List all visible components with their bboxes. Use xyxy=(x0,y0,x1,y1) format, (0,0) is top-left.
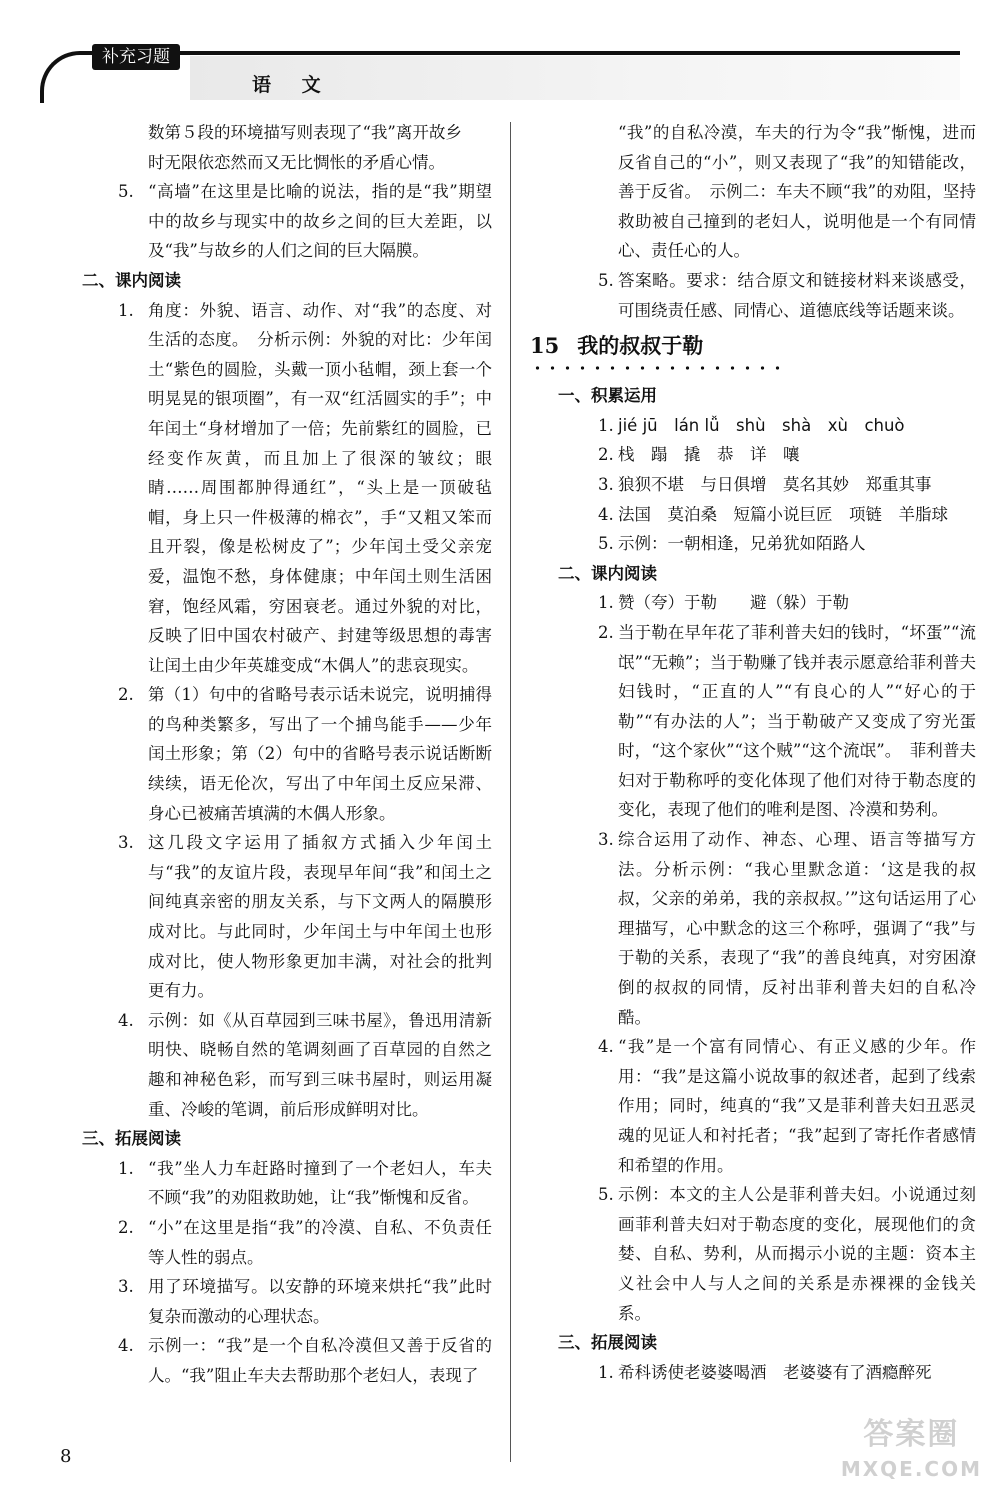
header-tab: 补充习题 xyxy=(92,44,180,70)
section-heading: 一、积累运用 xyxy=(558,386,657,406)
section-heading: 二、课内阅读 xyxy=(558,563,657,583)
item-number: 1. xyxy=(118,1158,134,1178)
item-number: 3. xyxy=(598,474,614,494)
item-number: 5. xyxy=(118,182,134,202)
answer-item xyxy=(530,1180,976,1328)
answer-item xyxy=(82,1213,492,1272)
section-heading: 三、拓展阅读 xyxy=(82,1129,181,1149)
item-text: 当于勒在早年花了菲利普夫妇的钱时，“坏蛋”“流氓”“无赖”；当于勒赚了钱并表示愿意给菲利普夫妇钱时，“正直的人”“有良心的人”“好心的于勒”“有办法的人”；当于勒破产又变成了穷光蛋时，“这个家伙”“这个贼”“这个流氓”。 菲利普夫妇对于勒称呼的变化体现了他们对待于勒态度的变化，表现了他们的唯利是图、冷漠和势利。 xyxy=(618,622,976,820)
intro-line: 时无限依恋然而又无比惆怅的矛盾心情。 xyxy=(148,152,445,172)
item-number: 5. xyxy=(598,534,614,554)
item-number: 5. xyxy=(598,270,614,290)
answer-item xyxy=(530,470,976,500)
item-text: 示例：本文的主人公是菲利普夫妇。小说通过刻画菲利普夫妇对于勒态度的变化，展现他们的贪婪、自私、势利，从而揭示小说的主题：资本主义社会中人与人之间的关系是赤裸裸的金钱关系。 xyxy=(618,1185,976,1323)
item-number: 1. xyxy=(598,1362,614,1382)
header-curve xyxy=(40,51,92,103)
answer-item xyxy=(530,1032,976,1180)
lesson-number: 15 xyxy=(530,333,560,359)
item-number: 1. xyxy=(598,415,614,435)
page-header xyxy=(40,44,960,104)
answer-item xyxy=(530,440,976,470)
section-heading: 二、课内阅读 xyxy=(82,270,181,290)
dotted-rule xyxy=(530,361,780,375)
answer-item xyxy=(530,618,976,825)
answer-item xyxy=(82,1331,492,1390)
answer-item xyxy=(530,500,976,530)
item-number: 2. xyxy=(118,685,134,705)
item-text: 示例：一朝相逢，兄弟犹如陌路人 xyxy=(618,534,866,554)
page-number: 8 xyxy=(60,1446,72,1467)
answer-item xyxy=(530,266,976,325)
answer-item xyxy=(530,825,976,1032)
lesson-name: 我的叔叔于勒 xyxy=(577,333,704,359)
answer-item xyxy=(82,828,492,1006)
answer-item xyxy=(530,411,976,441)
header-rule xyxy=(80,51,960,55)
answer-item xyxy=(82,177,492,266)
answer-item xyxy=(82,1154,492,1213)
item-number: 4. xyxy=(598,1037,614,1057)
answer-item xyxy=(530,529,976,559)
item-text: 赞（夸）于勒 避（躲）于勒 xyxy=(618,593,849,613)
continued-text: “我”的自私冷漠，车夫的行为令“我”惭愧，进而反省自己的“小”，则又表现了“我”的知错能改，善于反省。 示例二：车夫不顾“我”的劝阻，坚持救助被自己撞到的老妇人，说明他是一个有同情心、责任心的人。 xyxy=(618,123,976,261)
item-number: 4. xyxy=(118,1336,134,1356)
answer-item xyxy=(530,1358,976,1388)
item-number: 4. xyxy=(118,1010,134,1030)
item-text: 答案略。要求：结合原文和链接材料来谈感受，可围绕责任感、同情心、道德底线等话题来谈。 xyxy=(618,270,976,320)
item-number: 2. xyxy=(598,622,614,642)
item-text: 栈 蹋 撬 恭 详 嚷 xyxy=(618,445,800,465)
item-text: 示例：如《从百草园到三味书屋》，鲁迅用清新明快、晓畅自然的笔调刻画了百草园的自然之趣和神秘色彩，而写到三味书屋时，则运用凝重、冷峻的笔调，前后形成鲜明对比。 xyxy=(148,1010,492,1119)
item-number: 4. xyxy=(598,504,614,524)
intro-line: 数第５段的环境描写则表现了“我”离开故乡 xyxy=(148,123,462,142)
answer-item xyxy=(530,588,976,618)
item-text: 角度：外貌、语言、动作、对“我”的态度、对生活的态度。 分析示例：外貌的对比：少年闰土“紫色的圆脸，头戴一顶小毡帽，颈上套一个明晃晃的银项圈”，有一双“红活圆实的手”；中年闰土“身材增加了一倍；先前紫红的圆脸，已经变作灰黄，而且加上了很深的皱纹；眼睛……周围都肿得通红”，“头上是一顶破毡帽，身上只一件极薄的棉衣”，手“又粗又笨而且开裂，像是松树皮了”；少年闰土受父亲宠爱，温饱不愁，身体健康；中年闰土则生活困窘，饱经风霜，穷困衰老。通过外貌的对比，反映了旧中国农村破产、封建等级思想的毒害让闰土由少年英雄变成“木偶人”的悲哀现实。 xyxy=(148,300,492,675)
item-number: 3. xyxy=(118,1277,134,1297)
item-text: 用了环境描写。以安静的环境来烘托“我”此时复杂而激动的心理状态。 xyxy=(148,1277,492,1326)
watermark-logo xyxy=(841,1418,982,1486)
lesson-title xyxy=(530,331,976,361)
answer-item xyxy=(82,1272,492,1331)
left-column xyxy=(82,118,492,1391)
item-text: 第（1）句中的省略号表示话未说完，说明捕得的鸟种类繁多，写出了一个捕鸟能手——少年闰土形象；第（2）句中的省略号表示说话断断续续，语无伦次，写出了中年闰土反应呆滞、身心已被痛苦填满的木偶人形象。 xyxy=(148,685,492,823)
answer-item xyxy=(82,296,492,681)
section-heading: 三、拓展阅读 xyxy=(558,1333,657,1353)
right-column xyxy=(530,118,976,1387)
watermark-logo-text: 答案圈 xyxy=(863,1417,960,1452)
watermark-url: MXQE.COM xyxy=(840,1457,982,1481)
item-text: jié jū lán lǚ shù shà xù chuò xyxy=(618,415,905,435)
item-text: “小”在这里是指“我”的冷漠、自私、不负责任等人性的弱点。 xyxy=(148,1217,492,1267)
item-text: “我”是一个富有同情心、有正义感的少年。作用：“我”是这篇小说故事的叙述者，起到了线索作用；同时，纯真的“我”又是菲利普夫妇丑恶灵魂的见证人和衬托者；“我”起到了寄托作者感情和希望的作用。 xyxy=(618,1037,976,1175)
item-number: 2. xyxy=(598,445,614,465)
item-text: 示例一：“我”是一个自私冷漠但又善于反省的人。“我”阻止车夫去帮助那个老妇人，表现了 xyxy=(148,1336,492,1385)
item-text: 法国 莫泊桑 短篇小说巨匠 项链 羊脂球 xyxy=(618,504,948,524)
item-number: 1. xyxy=(598,593,614,613)
item-text: “我”坐人力车赶路时撞到了一个老妇人，车夫不顾“我”的劝阻救助她，让“我”惭愧和反省。 xyxy=(148,1158,492,1208)
item-number: 1. xyxy=(118,300,134,320)
item-number: 3. xyxy=(598,830,614,850)
item-text: “高墙”在这里是比喻的说法，指的是“我”期望中的故乡与现实中的故乡之间的巨大差距，以及“我”与故乡的人们之间的巨大隔膜。 xyxy=(148,182,492,261)
subject-title: 语 文 xyxy=(252,74,333,96)
item-text: 综合运用了动作、神态、心理、语言等描写方法。分析示例：“我心里默念道：‘这是我的叔叔，父亲的弟弟，我的亲叔叔。’”这句话运用了心理描写，心中默念的这三个称呼，强调了“我”与于勒的关系，表现了“我”的善良纯真，对穷困潦倒的叔叔的同情，反衬出菲利普夫妇的自私冷酷。 xyxy=(618,830,976,1027)
item-text: 希科诱使老婆婆喝酒 老婆婆有了酒瘾醉死 xyxy=(618,1362,932,1382)
item-number: 3. xyxy=(118,833,134,853)
item-number: 2. xyxy=(118,1217,134,1237)
item-text: 狼狈不堪 与日俱增 莫名其妙 郑重其事 xyxy=(618,474,932,494)
item-number: 5. xyxy=(598,1185,614,1205)
column-divider xyxy=(510,122,511,1462)
answer-item xyxy=(82,1006,492,1124)
item-text: 这几段文字运用了插叙方式插入少年闰土与“我”的友谊片段，表现早年间“我”和闰土之间纯真亲密的朋友关系，与下文两人的隔膜形成对比。与此同时，少年闰土与中年闰土也形成对比，使人物形象更加丰满，对社会的批判更有力。 xyxy=(148,833,492,1001)
answer-item xyxy=(82,680,492,828)
